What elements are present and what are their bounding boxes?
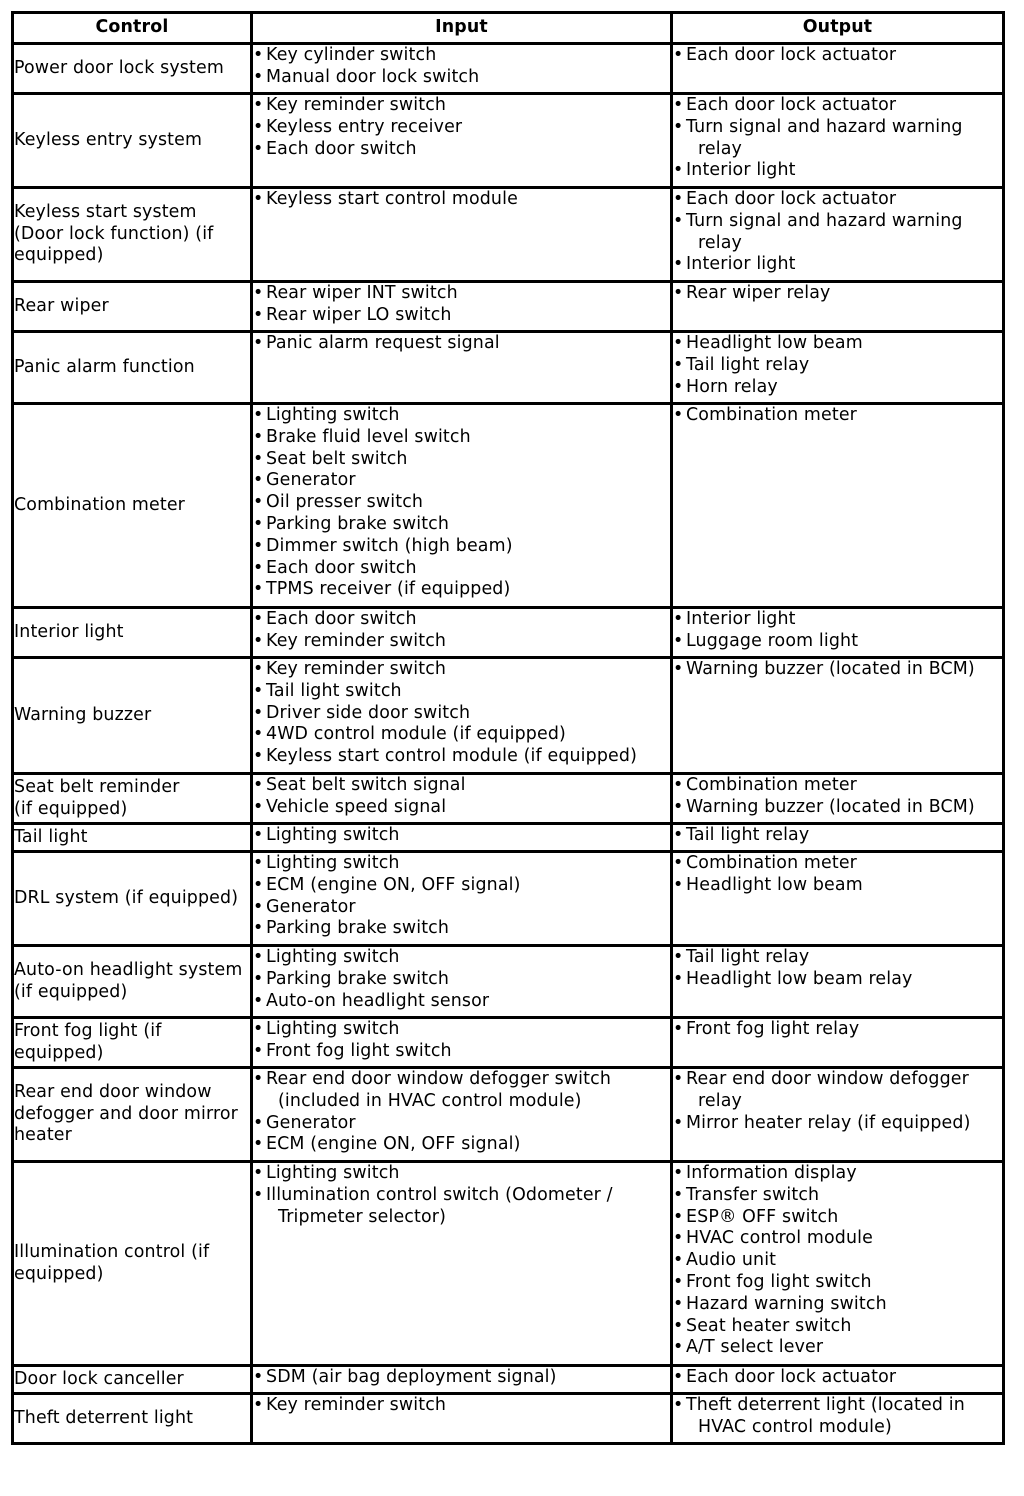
output-list-item: • Warning buzzer (located in BCM) bbox=[673, 659, 1002, 681]
table-row bbox=[13, 608, 1004, 658]
output-cell bbox=[672, 1068, 1004, 1162]
input-list-item: • Each door switch bbox=[253, 558, 670, 580]
input-cell bbox=[252, 774, 672, 824]
output-cell bbox=[672, 332, 1004, 404]
input-list-item: • Key reminder switch bbox=[253, 631, 670, 653]
input-list-item: • Driver side door switch bbox=[253, 703, 670, 725]
output-list bbox=[673, 1367, 1002, 1389]
control-name: Illumination control (if equipped) bbox=[14, 1241, 210, 1284]
control-name-line: (if equipped) bbox=[14, 798, 128, 819]
table-row bbox=[13, 94, 1004, 188]
input-cell bbox=[252, 658, 672, 774]
control-name: Door lock canceller bbox=[14, 1368, 184, 1389]
table-row bbox=[13, 404, 1004, 608]
input-list-item: • 4WD control module (if equipped) bbox=[253, 724, 670, 746]
control-cell bbox=[13, 188, 252, 282]
input-list-item: • Lighting switch bbox=[253, 405, 670, 427]
input-list-item: • Key reminder switch bbox=[253, 659, 670, 681]
control-io-table bbox=[11, 11, 1005, 1445]
input-list-item: • Oil presser switch bbox=[253, 492, 670, 514]
output-cell bbox=[672, 1394, 1004, 1444]
input-cell bbox=[252, 332, 672, 404]
control-name: Keyless start system (Door lock function) (if equipped) bbox=[14, 201, 214, 266]
input-list-item: • Key reminder switch bbox=[253, 1395, 670, 1417]
input-list bbox=[253, 1019, 670, 1063]
output-list-item: • Tail light relay bbox=[673, 355, 1002, 377]
output-list-item: • Tail light relay bbox=[673, 825, 1002, 847]
output-cell bbox=[672, 404, 1004, 608]
input-cell bbox=[252, 44, 672, 94]
control-cell bbox=[13, 824, 252, 852]
output-list-item: • Audio unit bbox=[673, 1250, 1002, 1272]
output-list-item: • Hazard warning switch bbox=[673, 1294, 1002, 1316]
input-list bbox=[253, 659, 670, 768]
output-list-item: • Each door lock actuator bbox=[673, 95, 1002, 117]
input-list-item: • Seat belt switch bbox=[253, 449, 670, 471]
input-list bbox=[253, 1069, 670, 1156]
input-list bbox=[253, 1163, 670, 1228]
table-row bbox=[13, 1366, 1004, 1394]
control-name: Auto-on headlight system (if equipped) bbox=[14, 959, 243, 1002]
output-list-item: • Headlight low beam relay bbox=[673, 969, 1002, 991]
output-list-item: • Information display bbox=[673, 1163, 1002, 1185]
input-cell bbox=[252, 852, 672, 946]
control-cell bbox=[13, 852, 252, 946]
output-cell bbox=[672, 282, 1004, 332]
output-list-item: • Combination meter bbox=[673, 405, 1002, 427]
input-list-item: • Rear end door window defogger switch (included in HVAC control module) bbox=[253, 1069, 670, 1113]
control-cell bbox=[13, 1068, 252, 1162]
control-cell bbox=[13, 608, 252, 658]
input-list-item: • Keyless entry receiver bbox=[253, 117, 670, 139]
control-cell bbox=[13, 1366, 252, 1394]
control-name: Theft deterrent light bbox=[14, 1407, 194, 1428]
output-cell bbox=[672, 658, 1004, 774]
output-list-item: • Front fog light relay bbox=[673, 1019, 1002, 1041]
control-name-line: Seat belt reminder bbox=[14, 776, 180, 797]
output-list bbox=[673, 1395, 1002, 1439]
output-list bbox=[673, 283, 1002, 305]
output-cell bbox=[672, 774, 1004, 824]
output-list bbox=[673, 95, 1002, 182]
output-list bbox=[673, 947, 1002, 991]
input-list-item: • Each door switch bbox=[253, 139, 670, 161]
input-list-item: • Lighting switch bbox=[253, 1163, 670, 1185]
output-cell bbox=[672, 44, 1004, 94]
input-list bbox=[253, 775, 670, 819]
input-list-item: • Key cylinder switch bbox=[253, 45, 670, 67]
table-row bbox=[13, 1162, 1004, 1366]
output-cell bbox=[672, 1018, 1004, 1068]
input-cell bbox=[252, 1018, 672, 1068]
output-list-item: • Interior light bbox=[673, 160, 1002, 182]
table-header-row bbox=[13, 13, 1004, 44]
control-cell bbox=[13, 1394, 252, 1444]
input-list-item: • Auto-on headlight sensor bbox=[253, 991, 670, 1013]
table-row bbox=[13, 44, 1004, 94]
control-name: Tail light bbox=[14, 826, 88, 847]
output-list-item: • Luggage room light bbox=[673, 631, 1002, 653]
input-cell bbox=[252, 1394, 672, 1444]
table-row bbox=[13, 852, 1004, 946]
output-list-item: • Each door lock actuator bbox=[673, 189, 1002, 211]
output-cell bbox=[672, 1366, 1004, 1394]
output-list-item: • Turn signal and hazard warning relay bbox=[673, 211, 1002, 255]
output-cell bbox=[672, 946, 1004, 1018]
output-list-item: • Horn relay bbox=[673, 377, 1002, 399]
output-list-item: • Transfer switch bbox=[673, 1185, 1002, 1207]
input-list-item: • Seat belt switch signal bbox=[253, 775, 670, 797]
output-cell bbox=[672, 608, 1004, 658]
output-cell bbox=[672, 852, 1004, 946]
input-list-item: • Parking brake switch bbox=[253, 969, 670, 991]
input-list-item: • Vehicle speed signal bbox=[253, 797, 670, 819]
output-cell bbox=[672, 188, 1004, 282]
table-row bbox=[13, 946, 1004, 1018]
input-list-item: • Lighting switch bbox=[253, 1019, 670, 1041]
input-list bbox=[253, 283, 670, 327]
control-cell bbox=[13, 94, 252, 188]
control-name: Power door lock system bbox=[14, 57, 224, 78]
table-row bbox=[13, 824, 1004, 852]
output-list-item: • Each door lock actuator bbox=[673, 1367, 1002, 1389]
control-name: Front fog light (if equipped) bbox=[14, 1020, 162, 1063]
output-list-item: • A/T select lever bbox=[673, 1337, 1002, 1359]
input-list-item: • Front fog light switch bbox=[253, 1041, 670, 1063]
table-row bbox=[13, 1018, 1004, 1068]
input-cell bbox=[252, 188, 672, 282]
input-list-item: • Panic alarm request signal bbox=[253, 333, 670, 355]
input-list-item: • Generator bbox=[253, 1113, 670, 1135]
input-cell bbox=[252, 1366, 672, 1394]
control-name: Rear end door window defogger and door mirror heater bbox=[14, 1081, 238, 1146]
table-row bbox=[13, 188, 1004, 282]
control-cell bbox=[13, 658, 252, 774]
spec-table-wrapper bbox=[11, 11, 1005, 1445]
output-list bbox=[673, 1019, 1002, 1041]
input-list-item: • Brake fluid level switch bbox=[253, 427, 670, 449]
input-list bbox=[253, 825, 670, 847]
table-body bbox=[13, 44, 1004, 1444]
input-list-item: • Keyless start control module bbox=[253, 189, 670, 211]
input-cell bbox=[252, 1162, 672, 1366]
input-list-item: • Manual door lock switch bbox=[253, 67, 670, 89]
input-list-item: • SDM (air bag deployment signal) bbox=[253, 1367, 670, 1389]
input-list-item: • Rear wiper INT switch bbox=[253, 283, 670, 305]
output-list-item: • Front fog light switch bbox=[673, 1272, 1002, 1294]
input-list-item: • TPMS receiver (if equipped) bbox=[253, 579, 670, 601]
input-cell bbox=[252, 404, 672, 608]
output-list-item: • ESP® OFF switch bbox=[673, 1207, 1002, 1229]
output-list bbox=[673, 659, 1002, 681]
output-list-item: • Theft deterrent light (located in HVAC control module) bbox=[673, 1395, 1002, 1439]
input-list-item: • ECM (engine ON, OFF signal) bbox=[253, 875, 670, 897]
input-list bbox=[253, 333, 670, 355]
output-list-item: • Rear wiper relay bbox=[673, 283, 1002, 305]
control-name: Interior light bbox=[14, 621, 124, 642]
output-list bbox=[673, 189, 1002, 276]
output-list bbox=[673, 825, 1002, 847]
input-list-item: • Parking brake switch bbox=[253, 514, 670, 536]
table-row bbox=[13, 658, 1004, 774]
table-row bbox=[13, 282, 1004, 332]
input-list-item: • ECM (engine ON, OFF signal) bbox=[253, 1134, 670, 1156]
output-list-item: • Combination meter bbox=[673, 775, 1002, 797]
output-list bbox=[673, 853, 1002, 897]
output-list bbox=[673, 775, 1002, 819]
input-cell bbox=[252, 282, 672, 332]
table-row bbox=[13, 1394, 1004, 1444]
output-list-item: • Each door lock actuator bbox=[673, 45, 1002, 67]
control-cell bbox=[13, 44, 252, 94]
input-cell bbox=[252, 608, 672, 658]
control-name: Combination meter bbox=[14, 494, 185, 515]
input-list-item: • Lighting switch bbox=[253, 825, 670, 847]
output-list-item: • Interior light bbox=[673, 609, 1002, 631]
output-list-item: • Interior light bbox=[673, 254, 1002, 276]
control-cell bbox=[13, 1162, 252, 1366]
input-list bbox=[253, 189, 670, 211]
input-list bbox=[253, 45, 670, 89]
header-output: Output bbox=[672, 13, 1004, 44]
output-list bbox=[673, 405, 1002, 427]
control-name: Keyless entry system bbox=[14, 129, 203, 150]
input-list bbox=[253, 95, 670, 160]
input-list-item: • Key reminder switch bbox=[253, 95, 670, 117]
input-cell bbox=[252, 1068, 672, 1162]
input-list-item: • Generator bbox=[253, 470, 670, 492]
control-cell bbox=[13, 1018, 252, 1068]
control-cell bbox=[13, 404, 252, 608]
input-list bbox=[253, 853, 670, 940]
input-cell bbox=[252, 824, 672, 852]
output-list-item: • Headlight low beam bbox=[673, 333, 1002, 355]
input-cell bbox=[252, 94, 672, 188]
input-list-item: • Illumination control switch (Odometer / Tripmeter selector) bbox=[253, 1185, 670, 1229]
input-list bbox=[253, 609, 670, 653]
control-name: Rear wiper bbox=[14, 295, 109, 316]
input-list bbox=[253, 947, 670, 1012]
input-list-item: • Keyless start control module (if equipped) bbox=[253, 746, 670, 768]
output-cell bbox=[672, 824, 1004, 852]
control-cell bbox=[13, 282, 252, 332]
control-name: Warning buzzer bbox=[14, 704, 152, 725]
control-cell bbox=[13, 946, 252, 1018]
control-name: DRL system (if equipped) bbox=[14, 887, 239, 908]
output-cell bbox=[672, 1162, 1004, 1366]
output-list bbox=[673, 333, 1002, 398]
table-row bbox=[13, 1068, 1004, 1162]
control-cell bbox=[13, 332, 252, 404]
output-list bbox=[673, 1163, 1002, 1359]
output-list-item: • Turn signal and hazard warning relay bbox=[673, 117, 1002, 161]
output-list bbox=[673, 45, 1002, 67]
input-list-item: • Each door switch bbox=[253, 609, 670, 631]
output-list-item: • Headlight low beam bbox=[673, 875, 1002, 897]
output-list bbox=[673, 1069, 1002, 1134]
input-list-item: • Lighting switch bbox=[253, 853, 670, 875]
input-list-item: • Lighting switch bbox=[253, 947, 670, 969]
output-list-item: • Tail light relay bbox=[673, 947, 1002, 969]
output-list bbox=[673, 609, 1002, 653]
control-name: Panic alarm function bbox=[14, 356, 195, 377]
input-list-item: • Tail light switch bbox=[253, 681, 670, 703]
output-list-item: • Mirror heater relay (if equipped) bbox=[673, 1113, 1002, 1135]
table-row bbox=[13, 774, 1004, 824]
output-list-item: • Rear end door window defogger relay bbox=[673, 1069, 1002, 1113]
input-list-item: • Parking brake switch bbox=[253, 918, 670, 940]
output-list-item: • Seat heater switch bbox=[673, 1316, 1002, 1338]
input-list-item: • Rear wiper LO switch bbox=[253, 305, 670, 327]
input-list bbox=[253, 1367, 670, 1389]
input-list-item: • Dimmer switch (high beam) bbox=[253, 536, 670, 558]
input-cell bbox=[252, 946, 672, 1018]
control-cell bbox=[13, 774, 252, 824]
table-row bbox=[13, 332, 1004, 404]
input-list-item: • Generator bbox=[253, 897, 670, 919]
header-control: Control bbox=[13, 13, 252, 44]
output-cell bbox=[672, 94, 1004, 188]
output-list-item: • Combination meter bbox=[673, 853, 1002, 875]
output-list-item: • HVAC control module bbox=[673, 1228, 1002, 1250]
output-list-item: • Warning buzzer (located in BCM) bbox=[673, 797, 1002, 819]
input-list bbox=[253, 1395, 670, 1417]
header-input: Input bbox=[252, 13, 672, 44]
input-list bbox=[253, 405, 670, 601]
